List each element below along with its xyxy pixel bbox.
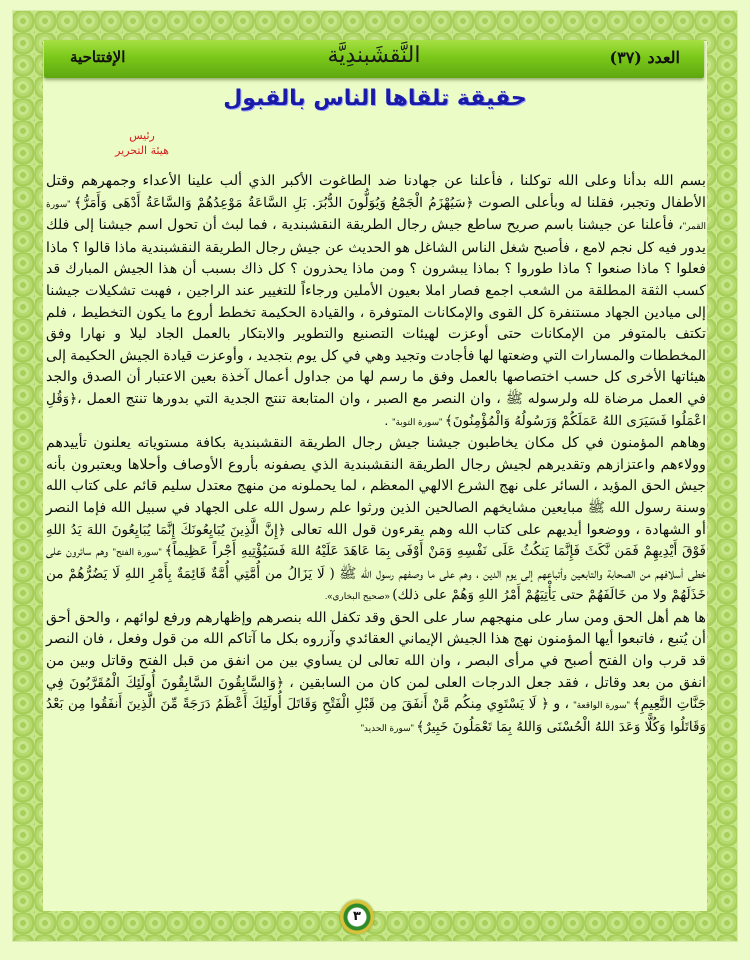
author-role: هيئة التحرير: [115, 144, 169, 157]
paragraph-text: .: [384, 412, 393, 429]
quote-text: ﴿وَقُلِ اعْمَلُوا فَسَيَرَى اللهُ عَمَلَكُمْ وَرَسُولُهُ وَالْمُؤْمِنُونَ﴾: [46, 390, 706, 429]
paragraph-text: ها هم أهل الحق ومن سار على منهجهم سار على الحق وقد تكفل الله بنصرهم وإظهارهم ورفع لوائهم ، والحق أحق أن يُتبع ، فاتبعوا أيها المؤمنون نهج هذا الجيش الإيماني العقائدي وآزروه بكل ما آتاكم الله من قول وفعل ، فان النصر قد قرب وان الفتح أصبح في مرأى البصر ، وان الله تعالى لن يساوي بين من انفق من قبل الفتح وقاتل وبين من انفق من بعد وقاتل ، فقد جعل الدرجات العلى لمن كان من السابقين ،: [46, 609, 706, 691]
article-body: [46, 171, 706, 739]
source-citation: "سورة الفتح": [112, 547, 165, 558]
source-citation: "سورة القمر": [46, 198, 706, 232]
article-paragraph: [46, 608, 706, 740]
source-citation: «صحيح البخاري».: [324, 591, 393, 602]
article-paragraph: [46, 171, 706, 433]
quote-text: ﴿ لَا يَسْتَوِي مِنكُم مَّنْ أَنفَقَ مِن قَبْلِ الْفَتْحِ وَقَاتَلَ أُولَئِكَ أَعْظَمُ دَرَجَةً مِّنَ الَّذِينَ أَنفَقُوا مِن بَعْدُ وَقَاتَلُوا وَكُلًّا وَعَدَ اللهُ الْحُسْنَى وَاللهُ بِمَا تَعْمَلُونَ خَبِيرٌ﴾: [46, 696, 706, 735]
paragraph-text: وهاهم المؤمنون في كل مكان يخاطبون جيشنا جيش رجال الطريقة النقشبندية بكافة مستوياته يعلنون تأييدهم وولاءهم واعتزازهم وتقديرهم لجيش رجال الطريقة النقشبندية الذي يصفونه بأروع الأوصاف وأحلاها ويعتبرون بأنه جيش الحق المؤيد ، السائر على نهج الشرع الالهي المعظم ، لما يحملونه من منهج معتدل سليم قائم على كتاب الله وسنة رسول الله ﷺ مبايعين مشايخهم الصالحين الذين ورثوا علم رسول الله على الجهاد في سبيل الله فإما النصر أو الشهادة ، ووضعوا أيديهم على كتاب الله وهم يقرءون قول الله تعالى: [46, 435, 706, 538]
source-citation: "سورة التوبة": [392, 416, 445, 427]
source-citation: "سورة الواقعة": [573, 700, 633, 711]
paragraph-text: بسم الله بدأنا وعلى الله توكلنا ، فأعلنا عن جهادنا ضد الطاغوت الأكبر الذي ألب علينا الأعداء وجمهرهم وقتل الأطفال وتجبر، فقلنا له وبأعلى الصوت: [46, 173, 706, 211]
quote-text: ﴿إِنَّ الَّذِينَ يُبَايِعُونَكَ إِنَّمَا يُبَايِعُونَ اللهَ يَدُ اللهِ فَوْقَ أَيْدِيهِمْ فَمَن نَّكَثَ فَإِنَّمَا يَنكُثُ عَلَى نَفْسِهِ وَمَنْ أَوْفَى بِمَا عَاهَدَ عَلَيْهُ اللهَ فَسَيُؤْتِيهِ أَجْراً عَظِيماً﴾: [46, 521, 707, 560]
issue-number: العدد (٣٧): [609, 48, 680, 67]
header-bar: [44, 40, 704, 78]
masthead-logo: النَّقشَبندِيَّة: [327, 43, 421, 68]
page-number-badge: [340, 900, 374, 934]
source-citation: "سورة الحديد": [360, 722, 417, 733]
author-byline: [92, 128, 192, 158]
quote-text: ( لَا يَزَالُ من أُمَّتِي أُمَّةٌ قَائِمَةٌ بِأَمْرِ اللهِ لَا يَضُرُّهُمْ من خَذَلَهُمْ ولا من خَالَفَهُمْ حتى يَأْتِيَهُمْ أَمْرُ اللهِ وَهُمْ على ذلك): [46, 565, 706, 604]
paragraph-text: ، و: [549, 696, 574, 713]
article-title: حقيقة تلقاها الناس بالقبول: [223, 86, 527, 111]
quote-text: ﴿سَيُهْزَمُ الْجَمْعُ وَيُوَلُّونَ الدُّبُرَ. بَلِ السَّاعَةُ مَوْعِدُهُمْ وَالسَّاعَةُ أَدْهَى وَأَمَرُّ﴾: [74, 194, 474, 211]
article-paragraph: [46, 433, 706, 608]
paragraph-text: وهم سائرون على خطى أسلافهم من الصحابة والتابعين وأتباعهم إلى يوم الدين ، وهم على ما وصفهم رسول الله ﷺ: [46, 543, 706, 582]
quote-text: ﴿وَالسَّابِقُونَ السَّابِقُونَ أُولَئِكَ الْمُقَرَّبُونَ فِي جَنَّاتِ النَّعِيمِ﴾: [46, 674, 706, 713]
page-number: ٣: [353, 909, 361, 924]
author-title: رئيس: [129, 129, 155, 142]
paragraph-text: ، فأعلنا عن جيشنا باسم صريح ساطع جيش رجال الطريقة النقشبندية ، فما لبث أن تحول اسم جيشنا إلى فلك يدور فيه كل نجم لامع ، فأصبح شغل الناس الشاغل هو الحديث عن جيش رجال الطريقة النقشبندية ماذا قالوا ؟ ماذا فعلوا ؟ ماذا صنعوا ؟ ماذا طوروا ؟ بماذا يبشرون ؟ ومن ماذا يحذرون ؟ كل ذاك بسبب أن هذا الجيش المبارك قد كسب الثقة المطلقة من الشعب اجمع فصار املا بعيون الأملين ورجاءاً للتغيير عند الراجين ، فهبت تشكيلات جيشنا إلى ميادين الجهاد مستنفرة كل القوى والإمكانات المتوفرة ، والقيادة الحكيمة تخطط أروع ما يكون التخطيط ، فلم تكتف بالمتوفر من الإمكانات حتى أوعزت لهيئات التصنيع والتطوير والابتكار بالعمل الجاد ليلا و نهارا وفق المخططات والمسارات التي وضعتها لها فأجادت وتجيد وهي في كل يوم بتجديد ، وأوعزت قيادة الجيش الحكيمة إلى هيئاتها الأخرى كل حسب اختصاصها بالعمل وفق ما رسم لها من جداول أعمال آخذة بعين الاعتبار أن الصدق والجد في العمل مرضاة لله ولرسوله ﷺ ، وان النصر مع الصبر ، وان المتابعة تنتج الجدية التي بدورها تنتج العمل ،: [46, 217, 706, 407]
section-label: الإفتتاحية: [70, 48, 126, 66]
